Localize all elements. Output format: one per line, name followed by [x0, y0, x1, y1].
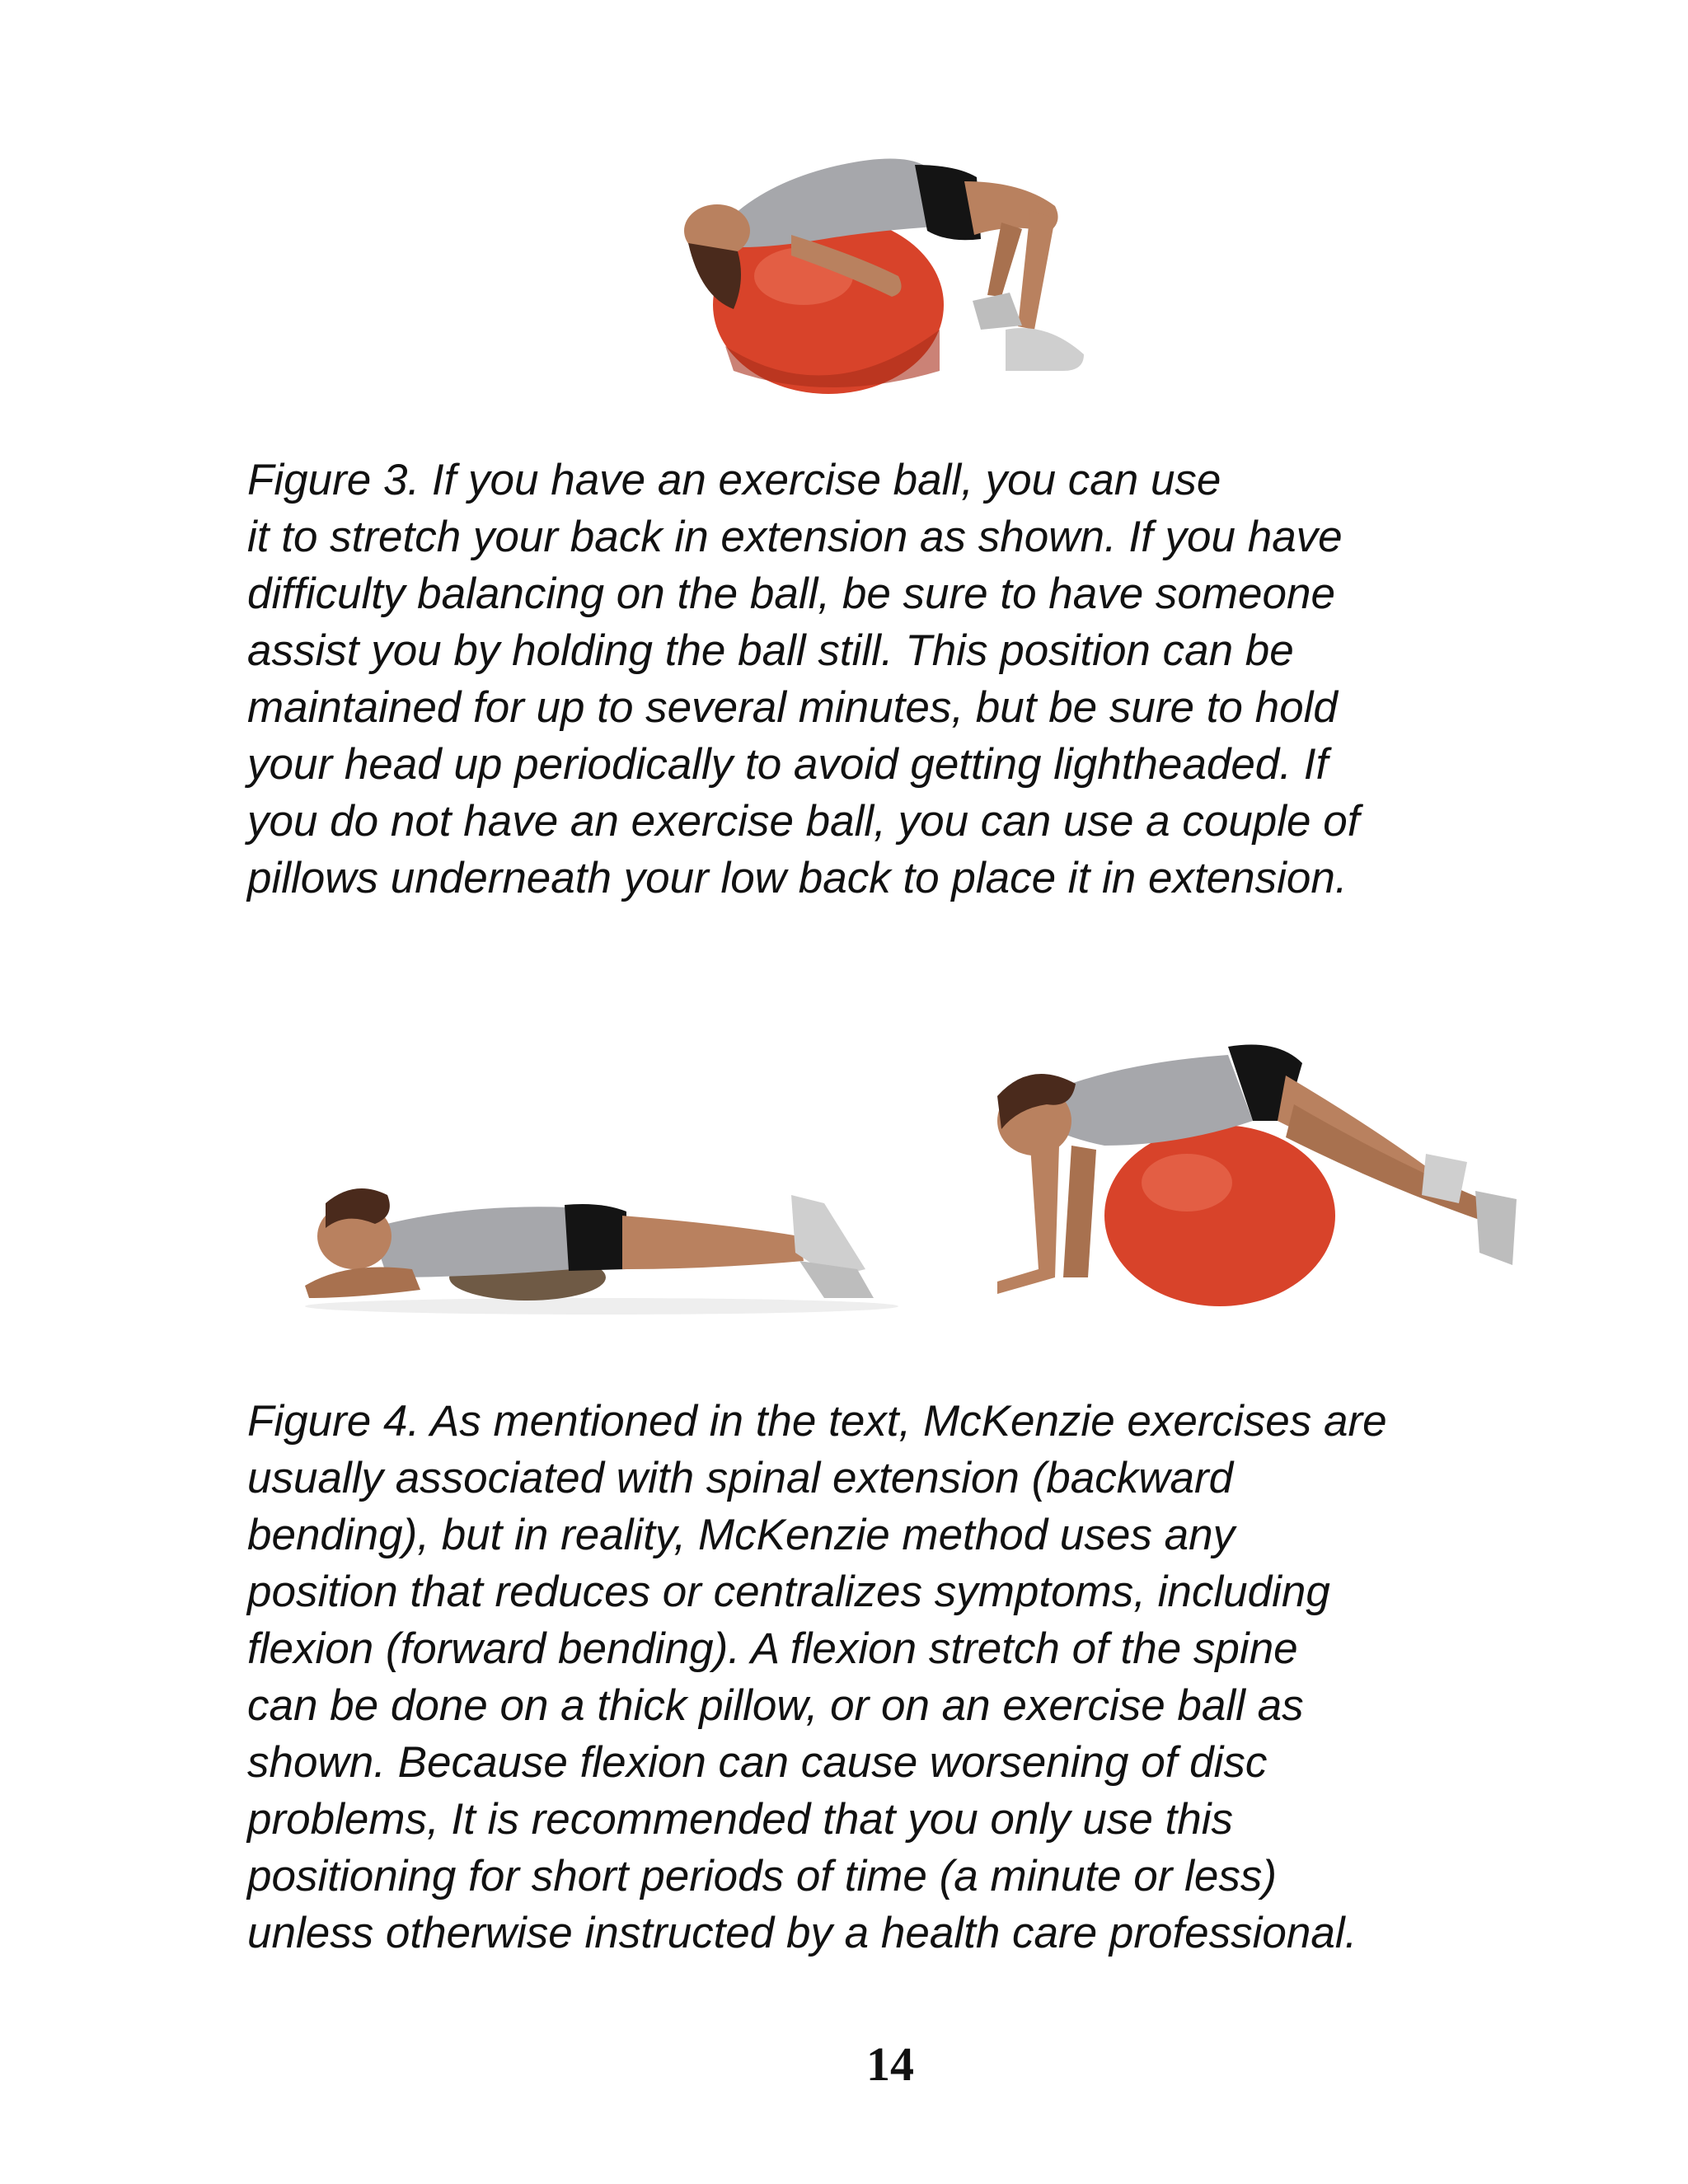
prone-pillow-illustration — [297, 1146, 907, 1319]
caption-line: difficulty balancing on the ball, be sure to have someone — [247, 569, 1335, 618]
caption-line: it to stretch your back in extension as shown. If you have — [247, 513, 1343, 561]
caption-line: flexion (forward bending). A flexion stretch of the spine — [247, 1624, 1298, 1673]
shoe — [973, 293, 1022, 330]
caption-line: can be done on a thick pillow, or on an exercise ball as — [247, 1681, 1304, 1730]
caption-line: Figure 3. If you have an exercise ball, you can use — [247, 456, 1221, 504]
shoe — [1422, 1154, 1467, 1203]
shirt — [371, 1207, 573, 1277]
figure-3-photo — [668, 132, 1129, 404]
figure-3-caption — [247, 452, 1566, 907]
caption-line: pillows underneath your low back to place it in extension. — [247, 854, 1348, 902]
caption-line: maintained for up to several minutes, but be sure to hold — [247, 683, 1338, 732]
ball-flexion-illustration — [981, 1030, 1558, 1310]
figure-4-photo-ball — [981, 1030, 1558, 1310]
shoe — [1475, 1191, 1517, 1265]
caption-line: you do not have an exercise ball, you can use a couple of — [247, 797, 1360, 846]
page-number: 14 — [866, 2037, 914, 2091]
figure-4-caption — [247, 1393, 1566, 1961]
caption-line: positioning for short periods of time (a minute or less) — [247, 1852, 1277, 1900]
caption-line: your head up periodically to avoid getting lightheaded. If — [247, 740, 1329, 789]
caption-line: assist you by holding the ball still. This position can be — [247, 626, 1294, 675]
caption-line: usually associated with spinal extension (backward — [247, 1454, 1234, 1502]
caption-line: shown. Because flexion can cause worsening of disc — [247, 1738, 1268, 1787]
caption-line: Figure 4. As mentioned in the text, McKenzie exercises are — [247, 1397, 1387, 1446]
figure-4-photo-prone — [297, 1146, 907, 1319]
exercise-ball — [1104, 1125, 1335, 1306]
caption-line: bending), but in reality, McKenzie method uses any — [247, 1511, 1236, 1559]
ball-extension-illustration — [668, 132, 1129, 404]
shorts — [565, 1204, 626, 1271]
caption-line: unless otherwise instructed by a health care professional. — [247, 1909, 1357, 1957]
caption-line: position that reduces or centralizes symptoms, including — [247, 1568, 1330, 1616]
shirt — [725, 159, 935, 248]
caption-line: problems, It is recommended that you only use this — [247, 1795, 1234, 1844]
shoe — [1006, 328, 1084, 371]
